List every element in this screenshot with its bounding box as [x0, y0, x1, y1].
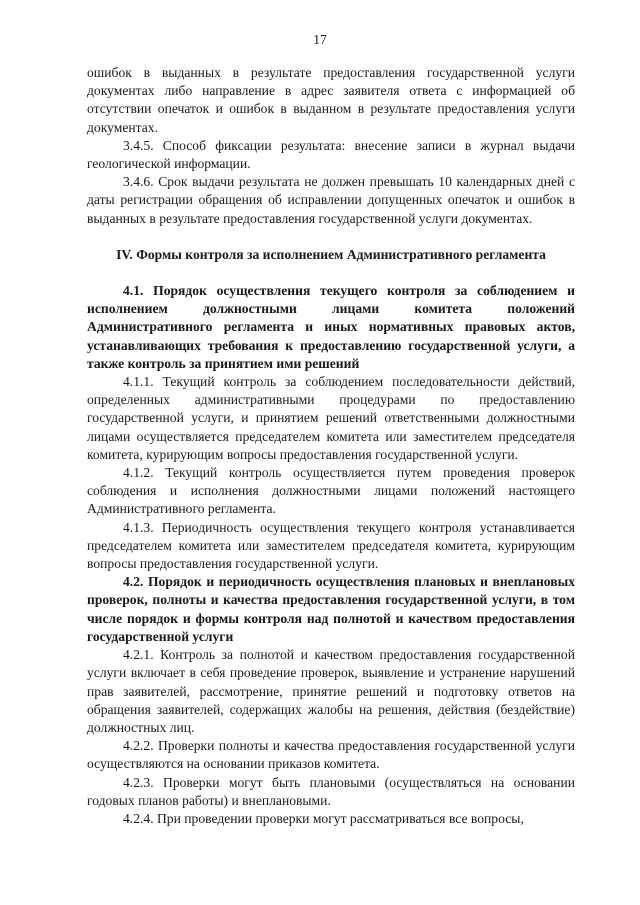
paragraph-4-2-3: 4.2.3. Проверки могут быть плановыми (осуществляться на основании годовых планов работы) и внеплановыми. — [87, 774, 575, 808]
paragraph-4-2-1: 4.2.1. Контроль за полнотой и качеством предоставления государственной услуги включает в себя проведение проверок, выявление и устранение нарушений прав заявителей, рассмотрение, принятие решений и подготовку ответов на обращения заявителей, содержащих жалобы на решения, действия (бездействие) должностных лиц. — [87, 647, 575, 735]
paragraph-4-1-3: 4.1.3. Периодичность осуществления текущего контроля устанавливается председателем комитета или заместителем председателя комитета, курирующим вопросы предоставления государственной услуги. — [87, 519, 575, 572]
paragraph-4-1-1: 4.1.1. Текущий контроль за соблюдением последовательности действий, определенных административными процедурами по предоставлению государственной услуги, и принятием решений ответственными должностными лицами осуществляется председателем комитета или заместителем председателя комитета, курирующим вопросы предоставления государственной услуги. — [87, 374, 575, 462]
page-number: 17 — [313, 32, 327, 47]
paragraph-4-1-2: 4.1.2. Текущий контроль осуществляется путем проведения проверок соблюдения и исполнения должностными лицами положений настоящего Административного регламента. — [87, 465, 575, 517]
paragraph-4-2-2: 4.2.2. Проверки полноты и качества предоставления государственной услуги осуществляются на основании приказов комитета. — [87, 738, 575, 772]
paragraph-continuation: ошибок в выданных в результате предоставления государственной услуги документах либо направление в адрес заявителя ответа с информацией об отсутствии опечаток и ошибок в выданном в результате предоставления услуги документах. — [87, 65, 575, 135]
subsection-heading-4-2: 4.2. Порядок и периодичность осуществления плановых и внеплановых проверок, полноты и качества предоставления государственной услуги, в том числе порядок и формы контроля над полнотой и качеством предоставления государственной услуги — [87, 574, 575, 644]
paragraph-3-4-6: 3.4.6. Срок выдачи результата не должен превышать 10 календарных дней с даты регистрации обращения об исправлении допущенных опечаток и ошибок в выданных в результате предоставления государственной услуги документах. — [87, 174, 575, 226]
subsection-heading-4-1: 4.1. Порядок осуществления текущего контроля за соблюдением и исполнением должностными лицами комитета положений Административного регламента и иных нормативных правовых актов, устанавливающих требования к предоставлению государственной услуги, а также контроль за принятием ими решений — [87, 283, 575, 371]
paragraph-3-4-5: 3.4.5. Способ фиксации результата: внесение записи в журнал выдачи геологической информации. — [87, 137, 575, 172]
document-body — [87, 64, 575, 828]
section-heading-iv: IV. Формы контроля за исполнением Административного регламента — [116, 246, 546, 262]
paragraph-4-2-4: 4.2.4. При проведении проверки могут рассматриваться все вопросы, — [123, 810, 524, 826]
